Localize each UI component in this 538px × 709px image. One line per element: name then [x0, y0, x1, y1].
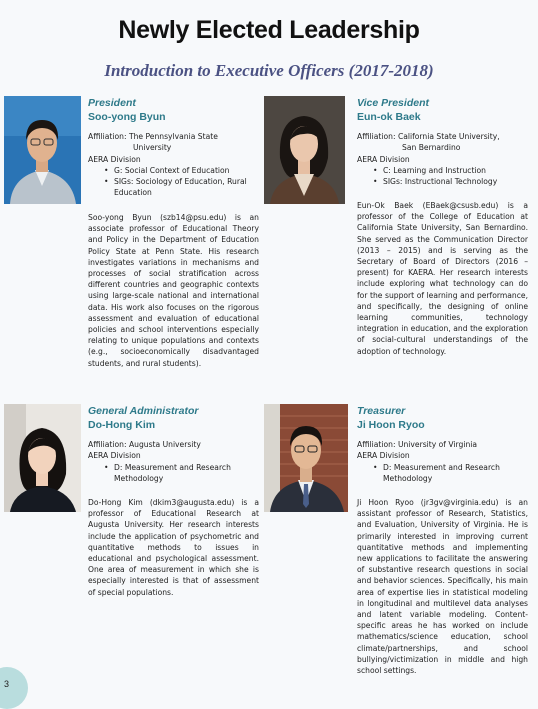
division-list — [88, 462, 258, 485]
division-label: AERA Division — [88, 154, 141, 164]
affiliation — [88, 131, 258, 154]
affiliation — [357, 439, 529, 450]
general-administrator-photo — [4, 404, 81, 512]
treasurer-bio: Ji Hoon Ryoo (jr3gv@virginia.edu) is an assistant professor of Research, Statistics, and Evaluation, University of Virginia. He is primarily interested in improving current quantitative methods and implementing new applications to facilitate the answering of substantive research questions in social and behavior sciences. Specifically, his main area of expertise lies in statistical modeling in longitudinal and multilevel data analyses and latent variable modeling. Content-specific areas he has worked on include mathematics/science education, school climate/partnerships, and school bullying/victimization in middle and high school settings. — [357, 498, 528, 676]
division-list — [357, 165, 529, 188]
page-number: 3 — [4, 679, 10, 689]
treasurer-role: Treasurer — [357, 405, 406, 417]
affiliation-label: Affiliation: — [88, 440, 127, 449]
treasurer-name: Ji Hoon Ryoo — [357, 419, 425, 431]
general-administrator-name: Do-Hong Kim — [88, 419, 156, 431]
division-item: • G: Social Context of Education — [104, 165, 258, 176]
affiliation-line1: The Pennsylvania State — [128, 132, 218, 141]
general-administrator-meta — [88, 439, 258, 484]
affiliation-line2: University — [133, 143, 172, 153]
vice-president-name: Eun-ok Baek — [357, 111, 421, 123]
affiliation-label: Affiliation: — [357, 132, 396, 141]
general-administrator-role: General Administrator — [88, 405, 199, 417]
president-name: Soo-yong Byun — [88, 111, 166, 123]
vice-president-bio: Eun-Ok Baek (EBaek@csusb.edu) is a professor of the College of Education at California State University, San Bernardino. She served as the Communication Director (2013 – 2015) and is serving as the Secretary of Board of Directors (2016 – present) for KAERA. Her research interests include exploring what technology can do for the support of learning and performance, and specifically, the designing of online learning communities, technology integration in education, and the exploration of social-cultural understandings of the adoption of technology. — [357, 201, 528, 356]
division-item: • C: Learning and Instruction — [373, 165, 529, 176]
division-item: • SIGs: Sociology of Education, Rural Education — [104, 176, 258, 199]
affiliation — [88, 439, 258, 450]
division-label: AERA Division — [357, 451, 410, 461]
affiliation-line1: University of Virginia — [397, 440, 478, 449]
division-item: • D: Measurement and Research Methodology — [373, 462, 529, 485]
page-subtitle: Introduction to Executive Officers (2017-2018) — [104, 61, 434, 80]
vice-president-photo — [264, 96, 345, 204]
division-item: • D: Measurement and Research Methodology — [104, 462, 258, 485]
president-photo — [4, 96, 81, 204]
affiliation-label: Affiliation: — [88, 132, 127, 141]
page-title: Newly Elected Leadership — [118, 16, 420, 44]
division-label: AERA Division — [357, 154, 410, 164]
affiliation-line1: Augusta University — [128, 440, 201, 449]
affiliation-label: Affiliation: — [357, 440, 396, 449]
affiliation-line1: California State University, — [397, 132, 500, 141]
vice-president-role: Vice President — [357, 97, 429, 109]
affiliation-line2: San Bernardino — [402, 143, 461, 153]
treasurer-photo — [264, 404, 348, 512]
division-label: AERA Division — [88, 451, 141, 461]
affiliation — [357, 131, 529, 154]
division-list — [357, 462, 529, 485]
page-number-badge — [0, 667, 28, 709]
president-meta — [88, 131, 258, 199]
president-bio: Soo-yong Byun (szb14@psu.edu) is an associate professor of Educational Theory and Policy in the Department of Education Policy State at Penn State. His research investigates variations in mechanisms and processes of social stratification across different countries and geographic contexts using large-scale national and international data. His work also focuses on the rigorous assessment and evaluation of educational policies and school interventions especially relating to unique populations and contexts (e.g., socioeconomically disadvantaged students, and rural students). — [88, 213, 259, 368]
division-list — [88, 165, 258, 199]
president-role: President — [88, 97, 136, 109]
vice-president-meta — [357, 131, 529, 187]
division-item: • SIGs: Instructional Technology — [373, 176, 529, 187]
treasurer-meta — [357, 439, 529, 484]
general-administrator-bio: Do-Hong Kim (dkim3@augusta.edu) is a professor of Educational Research at Augusta University. Her research interests include the application of psychometric and quantitative methods to issues in educational and psychological assessment. One area of measurement in which she is especially interested is that of assessment of special populations. — [88, 498, 259, 597]
